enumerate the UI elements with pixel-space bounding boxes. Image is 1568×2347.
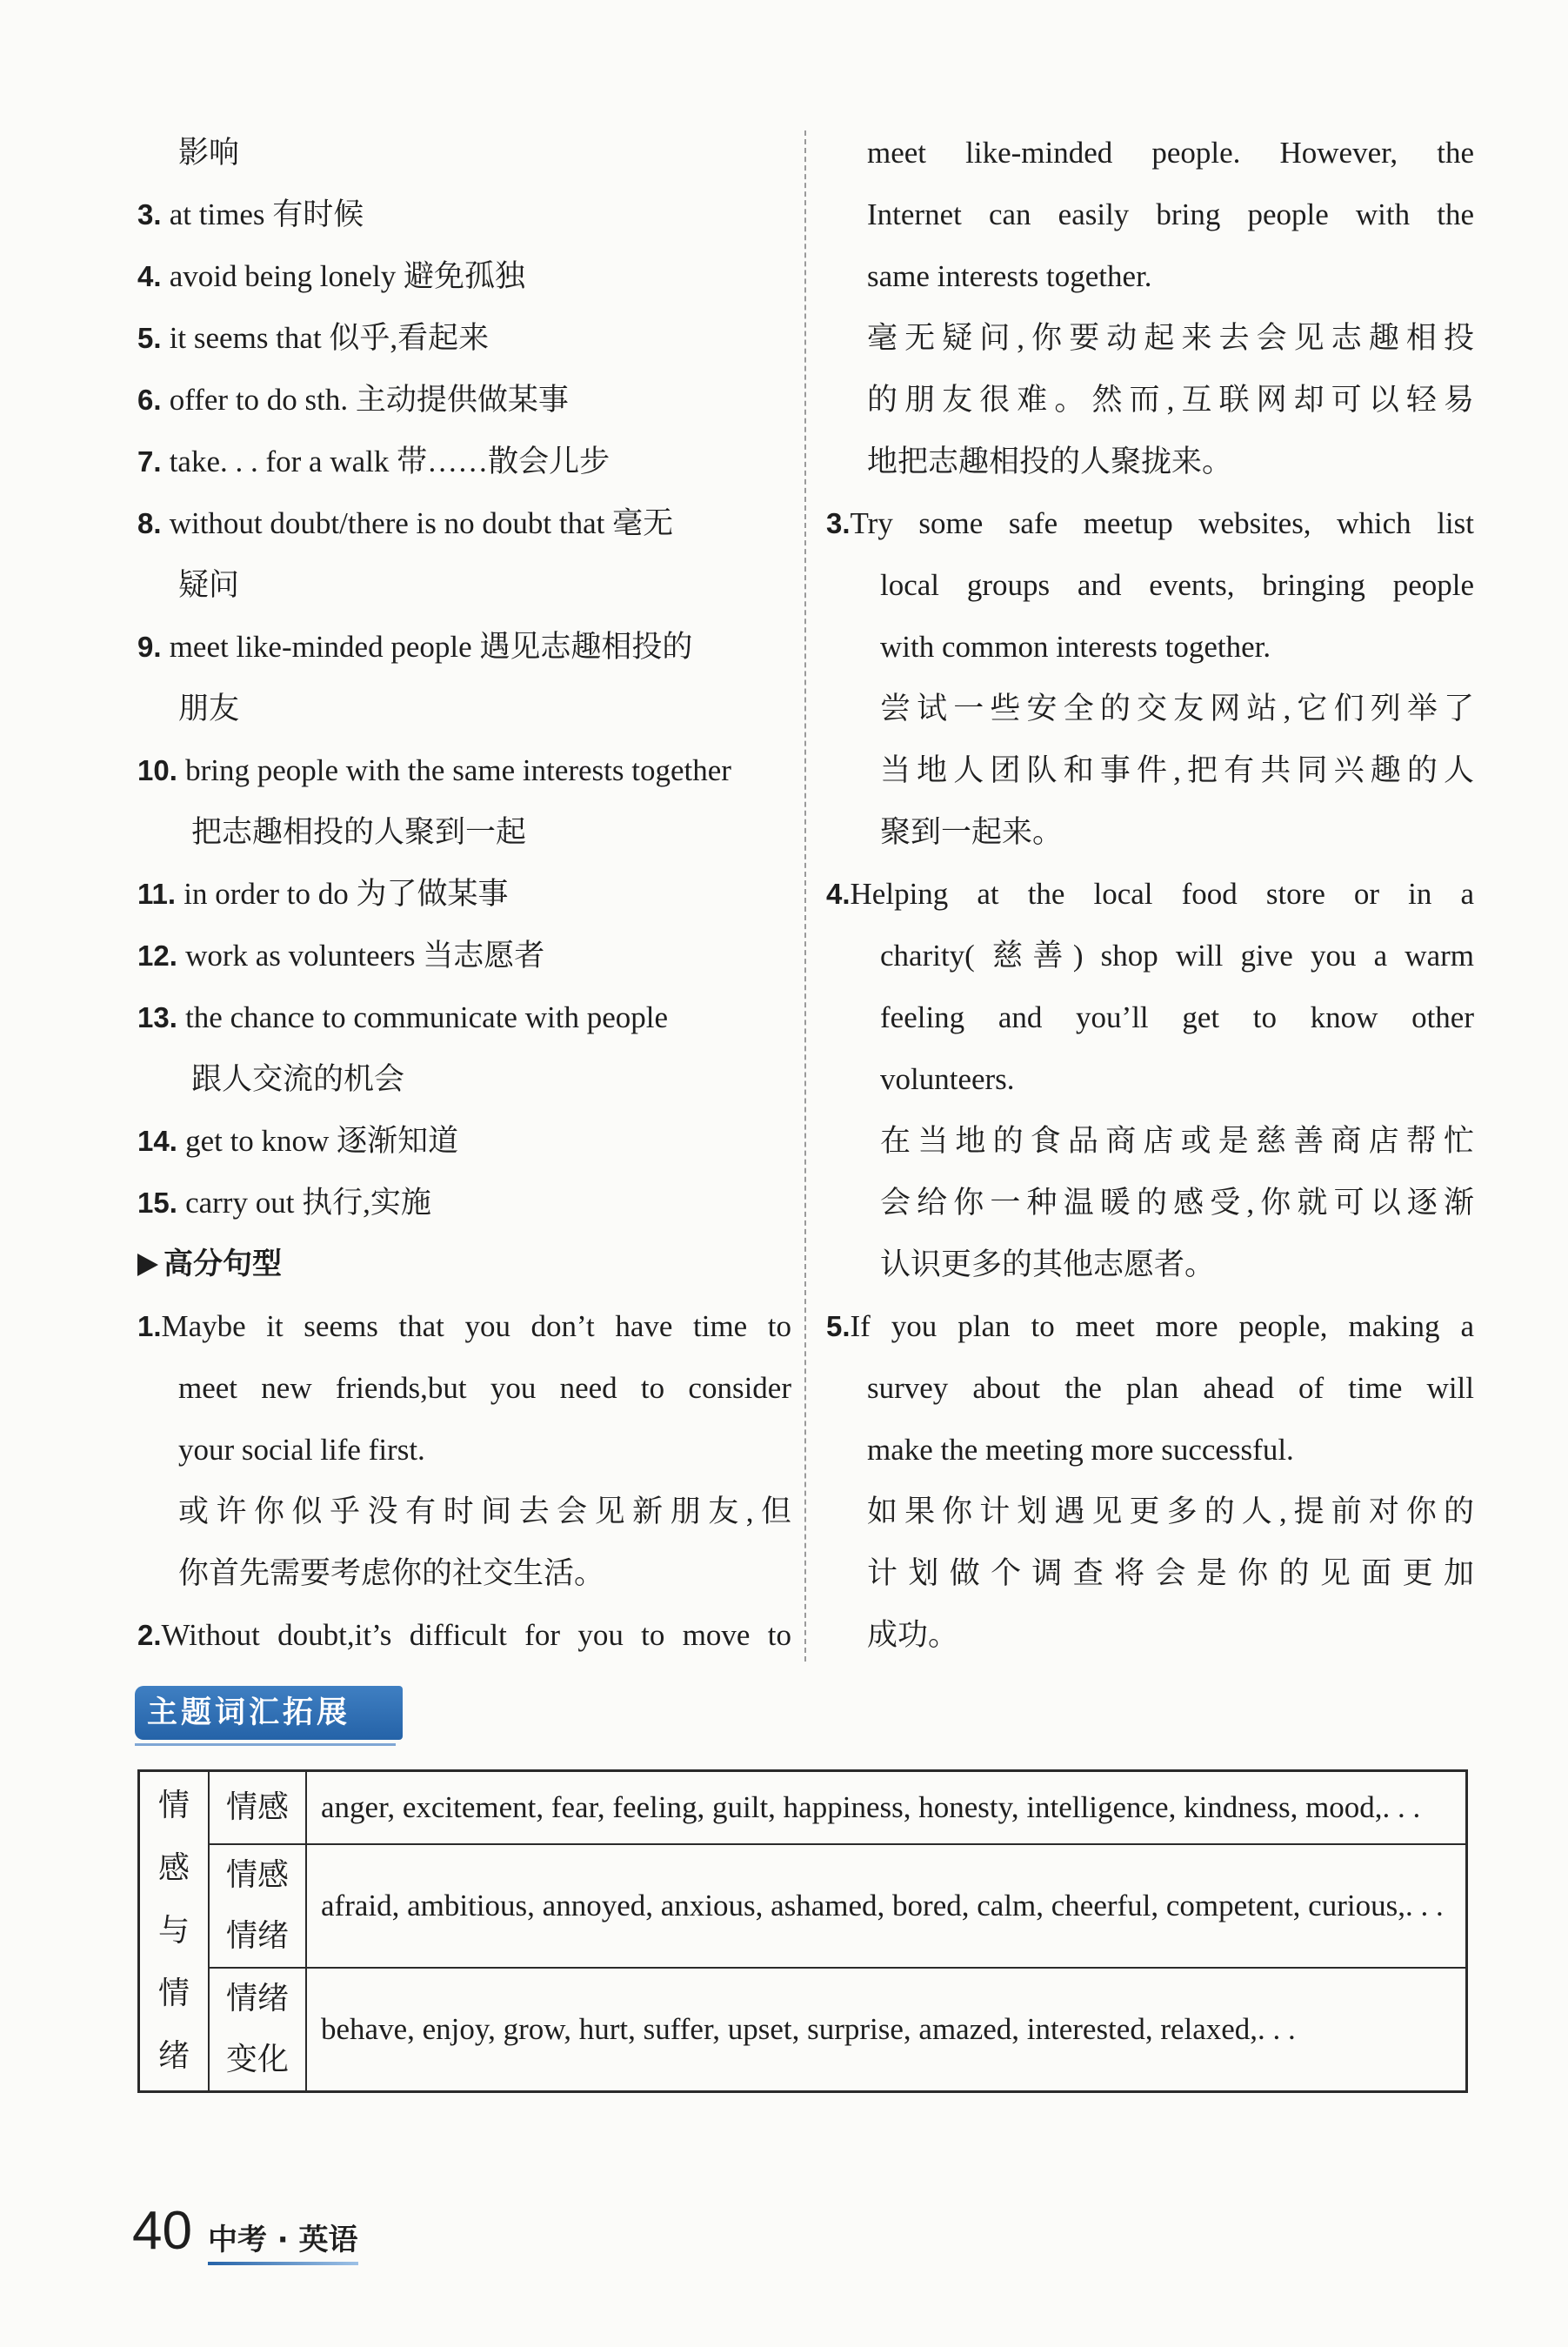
- text-line: 9. meet like-minded people 遇见志趣相投的: [137, 630, 693, 664]
- category-cell: [139, 1771, 210, 2092]
- label-segment: 情: [157, 1976, 190, 2011]
- text-line: 12. work as volunteers 当志愿者: [137, 939, 545, 973]
- line-text: 计划做个调查将会是你的见面更加: [867, 1556, 1474, 1590]
- text-line: [137, 122, 791, 184]
- banner-title: 主题词汇拓展: [147, 1695, 351, 1730]
- line-text: survey about the plan ahead of time will: [867, 1371, 1474, 1405]
- label-segment: 情绪: [225, 1918, 289, 1954]
- label-segment: 情感: [225, 1789, 289, 1825]
- text-line: [137, 801, 791, 863]
- section-banner: [135, 1686, 403, 1740]
- table-row: [139, 1771, 1467, 1845]
- book-title-text: 中考 · 英语: [207, 2223, 358, 2257]
- line-text: get to know 逐渐知道: [185, 1124, 459, 1158]
- label-segment: 情感: [225, 1857, 289, 1893]
- words-cell: behave, enjoy, grow, hurt, suffer, upset, surprise, amazed, interested, relaxed,. . .: [306, 1968, 1467, 2092]
- label-segment: 与: [157, 1913, 190, 1949]
- column-divider: [804, 130, 806, 1662]
- left-column: [137, 122, 791, 1666]
- item-number: 5: [137, 322, 154, 354]
- item-number: 14: [137, 1125, 170, 1157]
- text-line: [826, 1172, 1474, 1234]
- line-text: meet like-minded people. However, the: [867, 136, 1474, 170]
- line-text: 会给你一种温暖的感受,你就可以逐渐: [880, 1186, 1474, 1220]
- line-text: 或许你似乎没有时间去会见新朋友,但: [178, 1494, 791, 1528]
- line-text: feeling and you’ll get to know other: [880, 1000, 1474, 1034]
- subcategory-label: [210, 1845, 305, 1967]
- sentence-list-left: [137, 1295, 791, 1666]
- line-text: Try some safe meetup websites, which list: [850, 506, 1474, 540]
- text-line: [826, 1357, 1474, 1419]
- line-text: 当地人团队和事件,把有共同兴趣的人: [880, 753, 1474, 787]
- text-line: 15. carry out 执行,实施: [137, 1186, 431, 1220]
- text-line: 8. without doubt/there is no doubt that 毫无: [137, 506, 674, 540]
- vocab-table: [137, 1769, 1468, 2093]
- line-text: 聚到一起来。: [880, 815, 1064, 849]
- text-line: [137, 1419, 791, 1481]
- line-text: Helping at the local food store or in a: [850, 877, 1474, 911]
- text-line: [137, 1542, 791, 1604]
- line-text: avoid being lonely 避免孤独: [169, 259, 525, 293]
- label-segment: 变化: [225, 2042, 289, 2077]
- line-text: If you plan to meet more people, making a: [850, 1309, 1474, 1343]
- text-line: [826, 1110, 1474, 1172]
- item-number: 3: [826, 507, 843, 539]
- line-text: 朋友: [178, 692, 240, 725]
- line-text: 如果你计划遇见更多的人,提前对你的: [867, 1494, 1474, 1528]
- text-line: [826, 986, 1474, 1048]
- table-row: [139, 1844, 1467, 1968]
- line-text: 地把志趣相投的人聚拢来。: [867, 445, 1233, 478]
- subcategory-cell: [209, 1844, 306, 1968]
- words-cell: afraid, ambitious, annoyed, anxious, ashamed, bored, calm, cheerful, competent, curious,. . .: [306, 1844, 1467, 1968]
- line-text: without doubt/there is no doubt that 毫无: [169, 506, 674, 540]
- item-number: 12: [137, 939, 170, 972]
- item-number: 13: [137, 1001, 170, 1033]
- line-text: 影响: [178, 136, 240, 170]
- sentence-list-right: [826, 122, 1474, 1666]
- line-text: your social life first.: [178, 1433, 425, 1467]
- text-line: 11. in order to do 为了做某事: [137, 877, 509, 911]
- subcategory-cell: [209, 1771, 306, 1845]
- text-line: [137, 1357, 791, 1419]
- line-text: take. . . for a walk 带……散会儿步: [169, 445, 611, 478]
- words-cell: anger, excitement, fear, feeling, guilt, happiness, honesty, intelligence, kindness, mood,. . .: [306, 1771, 1467, 1845]
- line-text: at times 有时候: [169, 197, 364, 231]
- subcategory-label: [210, 1969, 305, 2090]
- line-text: bring people with the same interests together: [185, 753, 731, 787]
- line-text: Without doubt,it’s difficult for you to move to: [161, 1618, 791, 1652]
- text-line: [826, 678, 1474, 739]
- line-text: make the meeting more successful.: [867, 1433, 1294, 1467]
- label-segment: 感: [157, 1850, 190, 1886]
- item-number: 4: [826, 878, 843, 910]
- line-text: work as volunteers 当志愿者: [185, 939, 545, 973]
- text-line: [826, 1481, 1474, 1542]
- text-line: 10. bring people with the same interests together: [137, 753, 731, 787]
- text-line: [826, 1234, 1474, 1295]
- line-text: 的朋友很难。然而,互联网却可以轻易: [867, 383, 1474, 417]
- subcategory-label: [210, 1777, 305, 1838]
- text-line: [826, 245, 1474, 307]
- text-line: [826, 1419, 1474, 1481]
- banner-underline: [135, 1743, 396, 1746]
- text-line: 3 . Try some safe meetup websites, which list: [826, 492, 1474, 554]
- text-line: 4 . Helping at the local food store or in a: [826, 863, 1474, 925]
- text-line: [826, 554, 1474, 616]
- line-text: local groups and events, bringing people: [880, 568, 1474, 602]
- page-footer: [132, 2201, 358, 2270]
- line-text: 认识更多的其他志愿者。: [880, 1247, 1216, 1281]
- line-text: offer to do sth. 主动提供做某事: [169, 383, 569, 417]
- line-text: 跟人交流的机会: [191, 1062, 405, 1096]
- line-text: 成功。: [867, 1618, 959, 1652]
- line-text: meet new friends,but you need to consider: [178, 1371, 791, 1405]
- text-line: [826, 1048, 1474, 1110]
- label-segment: 情绪: [225, 1981, 289, 2016]
- text-line: 7. take. . . for a walk 带……散会儿步: [137, 445, 611, 478]
- text-line: [826, 739, 1474, 801]
- text-line: 5 . If you plan to meet more people, making a: [826, 1295, 1474, 1357]
- text-line: [137, 554, 791, 616]
- text-line: 6. offer to do sth. 主动提供做某事: [137, 383, 569, 417]
- item-number: 8: [137, 507, 154, 539]
- line-text: 疑问: [178, 568, 240, 602]
- text-line: 13. the chance to communicate with people: [137, 1000, 668, 1034]
- item-number: 9: [137, 631, 154, 663]
- book-title: [208, 2218, 358, 2262]
- item-number: 4: [137, 260, 154, 292]
- line-text: volunteers.: [880, 1062, 1015, 1096]
- subcategory-cell: [209, 1968, 306, 2092]
- label-segment: 绪: [157, 2038, 190, 2074]
- section-heading: [137, 1234, 791, 1295]
- category-label: [140, 1775, 208, 2088]
- text-line: [137, 678, 791, 739]
- line-text: with common interests together.: [880, 630, 1271, 664]
- right-column: [826, 122, 1474, 1666]
- label-segment: 情: [157, 1788, 190, 1823]
- table-row: [139, 1968, 1467, 2092]
- text-line: [137, 1481, 791, 1542]
- line-text: 把志趣相投的人聚到一起: [191, 815, 527, 849]
- triangle-marker-icon: [137, 1254, 158, 1276]
- text-line: [826, 801, 1474, 863]
- text-line: 14. get to know 逐渐知道: [137, 1124, 459, 1158]
- item-number: 5: [826, 1310, 843, 1342]
- item-number: 11: [137, 878, 168, 910]
- text-line: 4. avoid being lonely 避免孤独: [137, 259, 525, 293]
- line-text: 你首先需要考虑你的社交生活。: [178, 1556, 605, 1590]
- item-number: 1: [137, 1310, 154, 1342]
- line-text: 尝试一些安全的交友网站,它们列举了: [880, 692, 1474, 725]
- line-text: carry out 执行,实施: [185, 1186, 431, 1220]
- line-text: same interests together.: [867, 259, 1152, 293]
- text-line: [826, 369, 1474, 431]
- line-text: in order to do 为了做某事: [183, 877, 509, 911]
- book-title-underline: [208, 2262, 358, 2265]
- text-line: [826, 925, 1474, 986]
- item-number: 2: [137, 1619, 154, 1651]
- text-line: 5. it seems that 似乎,看起来: [137, 321, 490, 355]
- line-text: charity( 慈善) shop will give you a warm: [880, 939, 1474, 973]
- text-line: 1 . Maybe it seems that you don’t have time to: [137, 1295, 791, 1357]
- text-line: [826, 616, 1474, 678]
- line-text: the chance to communicate with people: [185, 1000, 668, 1034]
- line-text: 毫无疑问,你要动起来去会见志趣相投: [867, 321, 1474, 355]
- text-line: [826, 431, 1474, 492]
- line-text: meet like-minded people 遇见志趣相投的: [169, 630, 693, 664]
- item-number: 6: [137, 384, 154, 416]
- line-text: Maybe it seems that you don’t have time to: [161, 1309, 791, 1343]
- line-text: it seems that 似乎,看起来: [169, 321, 490, 355]
- page-number: 40: [132, 2201, 192, 2261]
- item-number: 10: [137, 754, 170, 786]
- line-text: Internet can easily bring people with the: [867, 197, 1474, 231]
- text-line: [137, 1048, 791, 1110]
- line-text: 在当地的食品商店或是慈善商店帮忙: [880, 1124, 1474, 1158]
- text-line: [826, 1542, 1474, 1604]
- item-number: 3: [137, 198, 154, 231]
- item-number: 7: [137, 445, 154, 478]
- item-number: 15: [137, 1187, 170, 1219]
- text-line: 3. at times 有时候: [137, 197, 364, 231]
- text-line: [826, 1604, 1474, 1666]
- section-heading-text: 高分句型: [163, 1247, 282, 1281]
- text-line: [826, 184, 1474, 245]
- text-line: [826, 307, 1474, 369]
- text-line: 2 . Without doubt,it’s difficult for you to move to: [137, 1604, 791, 1666]
- text-line: [826, 122, 1474, 184]
- phrase-list: [137, 122, 791, 1234]
